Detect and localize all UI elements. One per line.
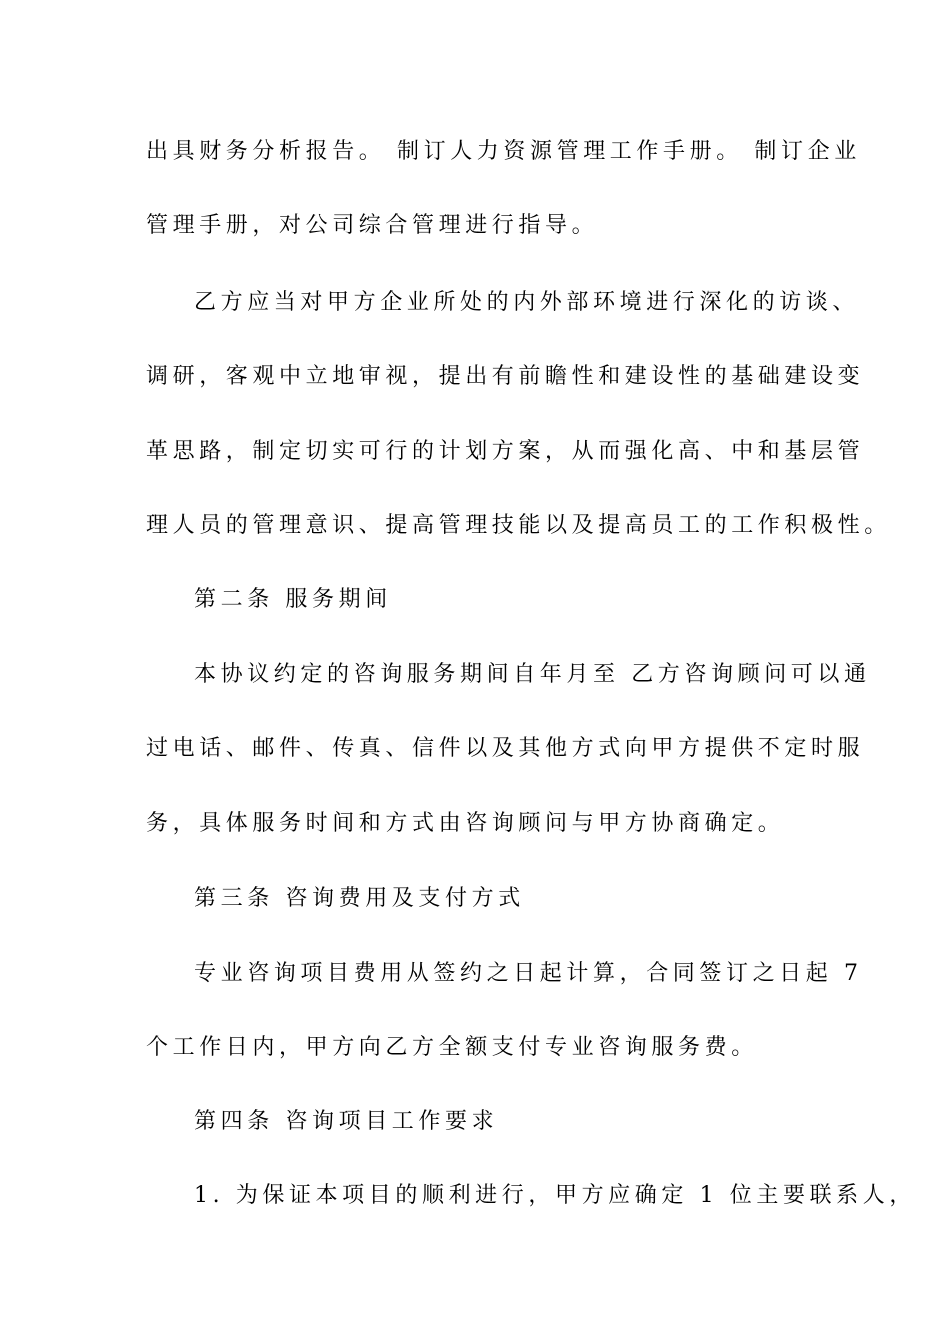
- paragraph-line: 本协议约定的咨询服务期间自年月至 乙方咨询顾问可以通: [194, 662, 871, 687]
- paragraph-line: 调研，客观中立地审视，提出有前瞻性和建设性的基础建设变: [146, 364, 865, 389]
- paragraph-line: 过电话、邮件、传真、信件以及其他方式向甲方提供不定时服: [146, 736, 865, 761]
- paragraph-line: 出具财务分析报告。 制订人力资源管理工作手册。 制订企业: [146, 139, 861, 164]
- paragraph-line: 专业咨询项目费用从签约之日起计算，合同签订之日起 7: [194, 961, 863, 986]
- paragraph-line: 个工作日内，甲方向乙方全额支付专业咨询服务费。: [146, 1035, 758, 1060]
- section-heading: 第四条 咨询项目工作要求: [194, 1109, 499, 1134]
- section-heading: 第二条 服务期间: [194, 587, 392, 612]
- paragraph-line: 管理手册，对公司综合管理进行指导。: [146, 213, 599, 238]
- paragraph-line: 务，具体服务时间和方式由咨询顾问与甲方协商确定。: [146, 811, 785, 836]
- section-heading: 第三条 咨询费用及支付方式: [194, 886, 525, 911]
- paragraph-line: 革思路，制定切实可行的计划方案，从而强化高、中和基层管: [146, 439, 865, 464]
- paragraph-line: 理人员的管理意识、提高管理技能以及提高员工的工作积极性。: [146, 513, 891, 538]
- list-item: 1. 为保证本项目的顺利进行，甲方应确定 1 位主要联系人，: [194, 1183, 916, 1208]
- paragraph-line: 乙方应当对甲方企业所处的内外部环境进行深化的访谈、: [194, 290, 860, 315]
